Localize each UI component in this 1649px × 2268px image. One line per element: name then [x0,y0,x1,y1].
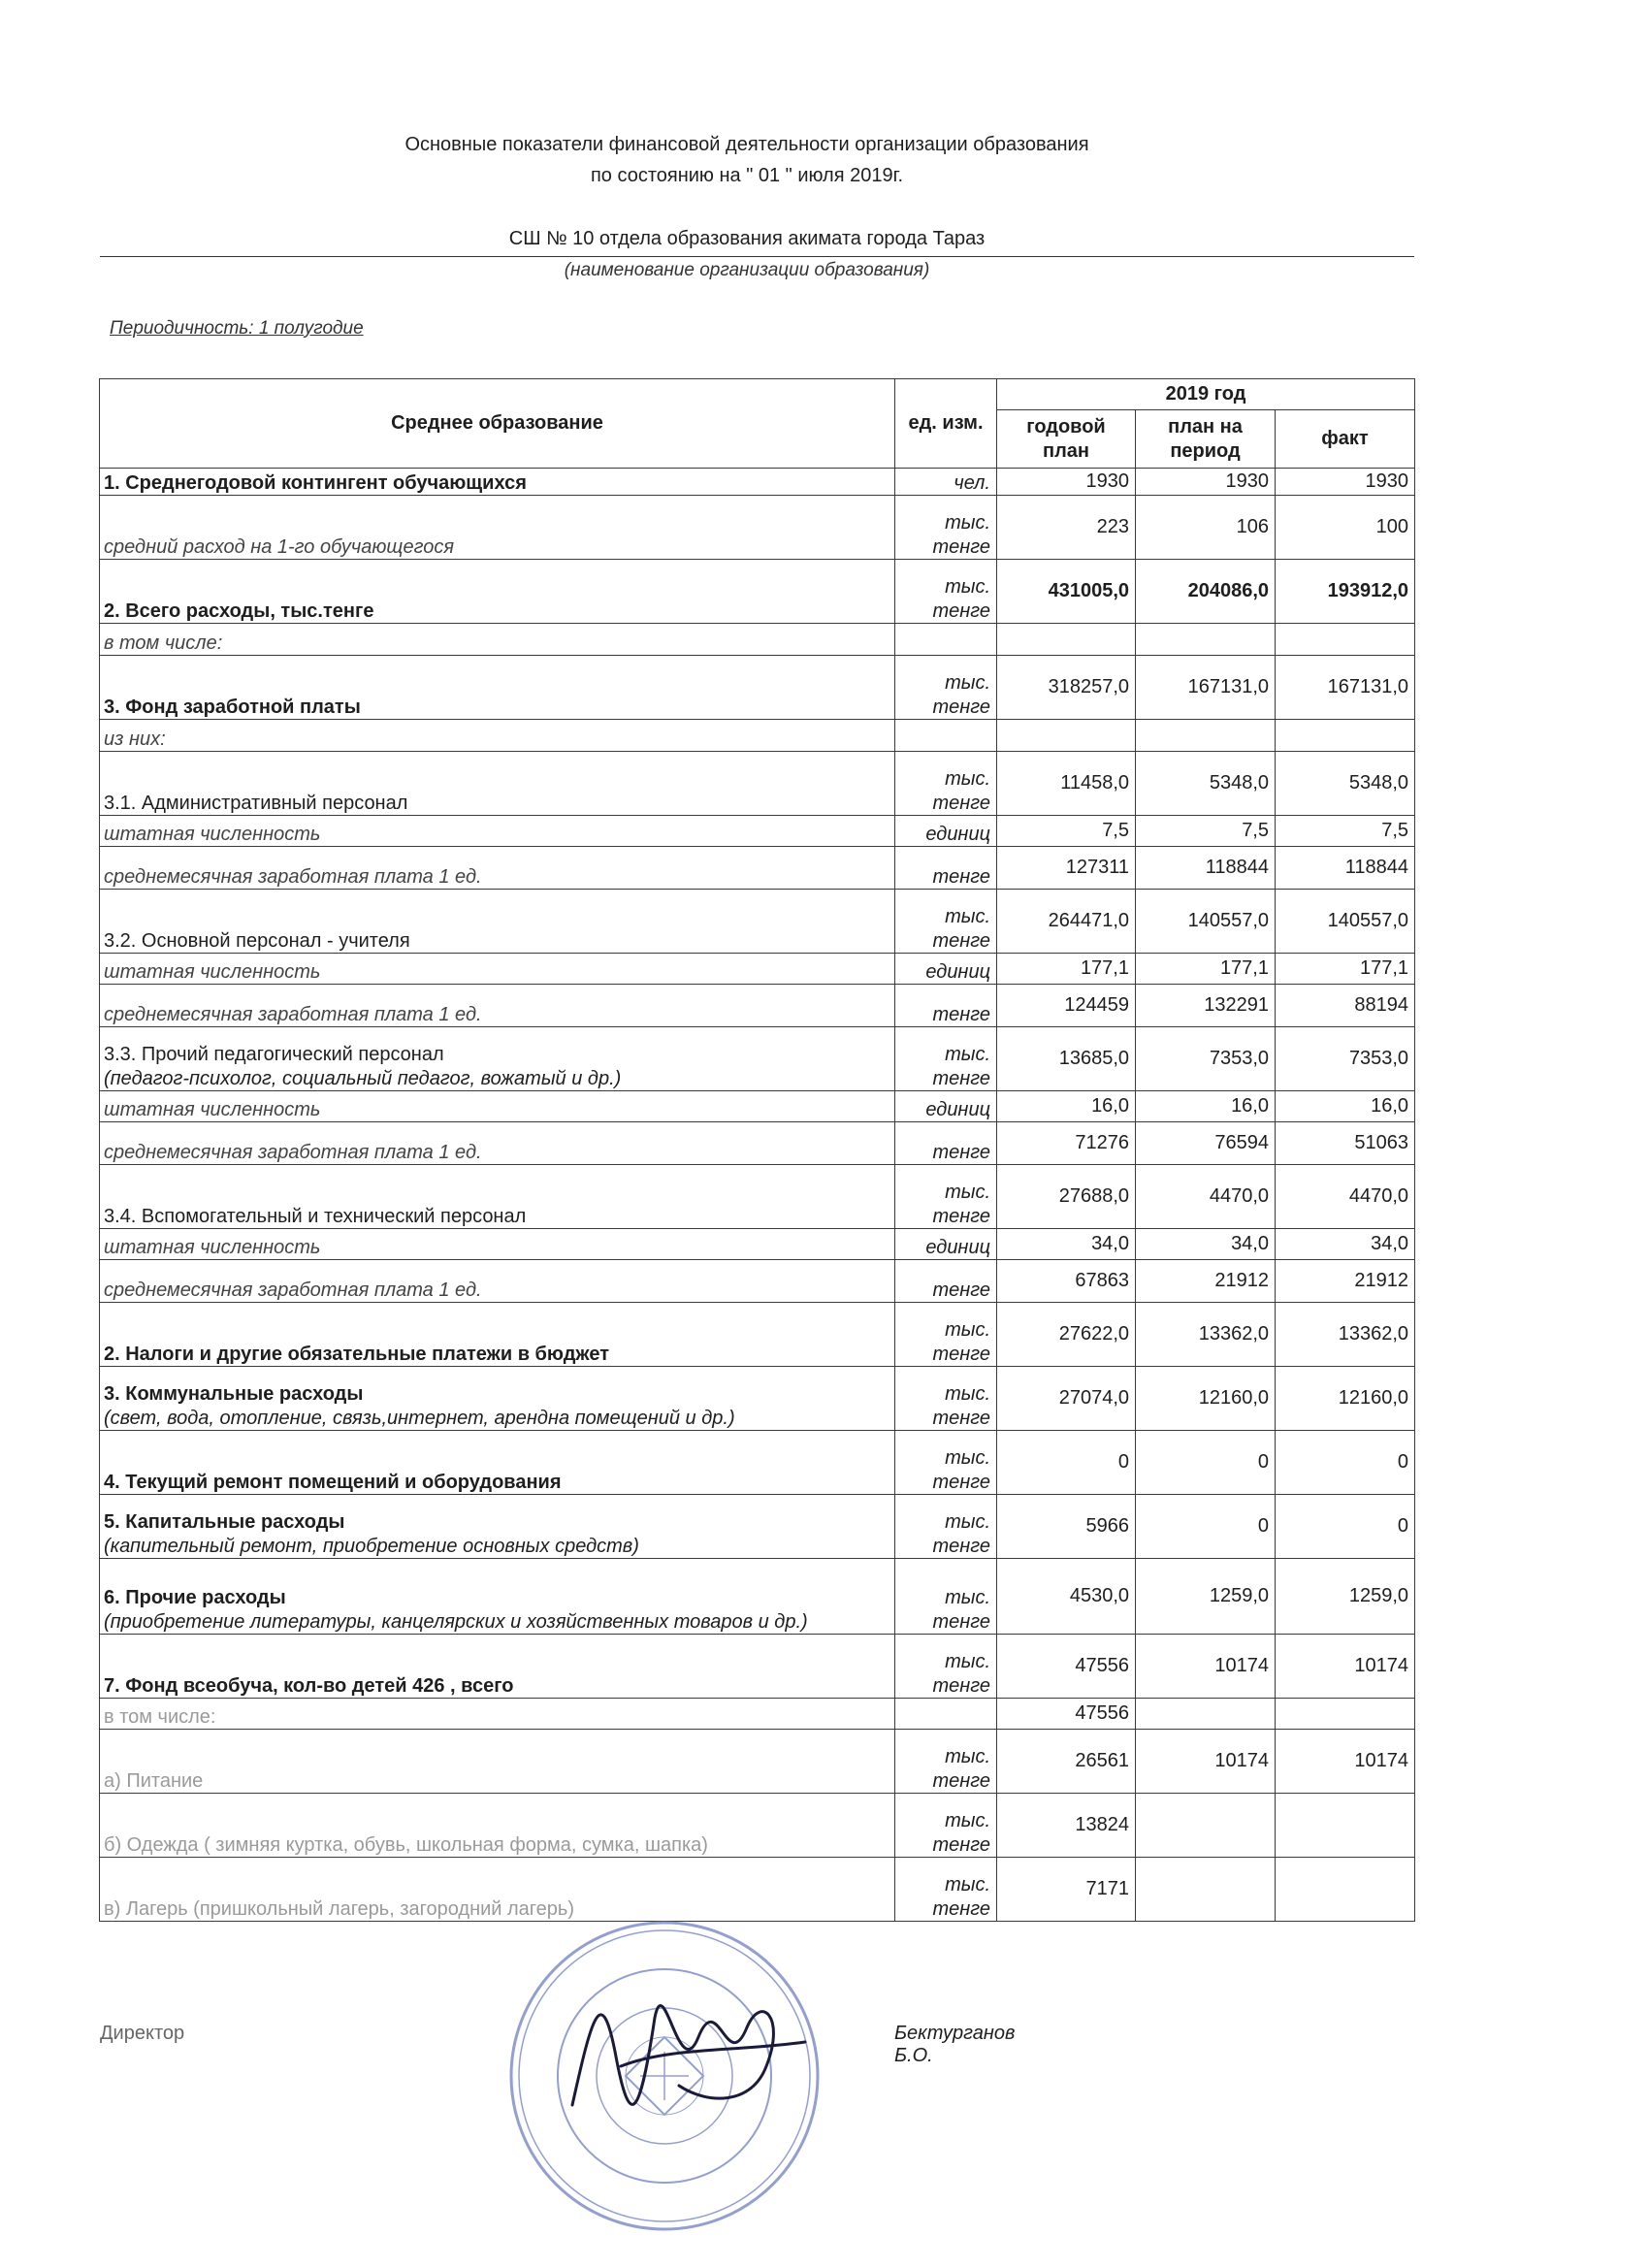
row-unit: тыс. тенге [895,1165,997,1229]
row-label [100,1165,895,1229]
row-label [100,1495,895,1559]
row-unit [895,1699,997,1730]
title-line-2: по состоянию на " 01 " июля 2019г. [590,165,904,186]
table-row [100,1495,1415,1559]
cell-fact [1276,1699,1415,1730]
cell-annual: 13685,0 [997,1027,1136,1091]
row-label [100,469,895,496]
row-label [100,1858,895,1922]
cell-annual: 223 [997,496,1136,560]
cell-fact: 140557,0 [1276,890,1415,954]
cell-fact: 34,0 [1276,1229,1415,1260]
row-label-text: штатная численность [104,823,321,845]
cell-period [1136,1794,1276,1858]
cell-period: 4470,0 [1136,1165,1276,1229]
row-label-text: 2. Налоги и другие обязательные платежи в бюджет [104,1343,609,1365]
row-unit [895,720,997,752]
row-label-text: средний расход на 1-го обучающегося [104,535,455,558]
row-label [100,1699,895,1730]
header-period-plan: план на период [1136,410,1276,469]
cell-period: 34,0 [1136,1229,1276,1260]
cell-period: 106 [1136,496,1276,560]
row-label-note: (педагог-психолог, социальный педагог, вожатый и др.) [104,1067,622,1089]
cell-fact: 10174 [1276,1635,1415,1699]
cell-fact: 10174 [1276,1730,1415,1794]
organization-name: СШ № 10 отдела образования акимата города Тараз [508,228,986,249]
row-label [100,816,895,847]
header-unit: ед. изм. [895,379,997,469]
cell-period: 10174 [1136,1730,1276,1794]
row-unit: тыс. тенге [895,1730,997,1794]
row-label-text: штатная численность [104,1236,321,1258]
row-label-text: среднемесячная заработная плата 1 ед. [104,1141,482,1163]
cell-period [1136,720,1276,752]
row-label [100,1730,895,1794]
row-unit: тыс. тенге [895,752,997,816]
cell-period: 21912 [1136,1260,1276,1303]
table-row [100,560,1415,624]
cell-fact [1276,1858,1415,1922]
cell-period: 7,5 [1136,816,1276,847]
row-label-text: 3.4. Вспомогательный и технический персонал [104,1205,527,1227]
row-label-text: б) Одежда ( зимняя куртка, обувь, школьная форма, сумка, шапка) [104,1833,708,1856]
table-row [100,1431,1415,1495]
cell-annual: 127311 [997,847,1136,890]
cell-annual: 5966 [997,1495,1136,1559]
row-label-text: 5. Капитальные расходы [104,1511,345,1534]
cell-annual: 13824 [997,1794,1136,1858]
cell-annual: 431005,0 [997,560,1136,624]
cell-annual: 7,5 [997,816,1136,847]
row-unit: единиц [895,1229,997,1260]
row-label-text: штатная численность [104,960,321,983]
cell-period: 16,0 [1136,1091,1276,1122]
cell-annual: 34,0 [997,1229,1136,1260]
cell-annual: 27622,0 [997,1303,1136,1367]
cell-period [1136,1699,1276,1730]
row-label [100,1431,895,1495]
cell-fact [1276,624,1415,656]
cell-period: 7353,0 [1136,1027,1276,1091]
table-row [100,496,1415,560]
cell-fact: 0 [1276,1431,1415,1495]
cell-fact: 1930 [1276,469,1415,496]
table-row [100,1229,1415,1260]
cell-fact: 21912 [1276,1260,1415,1303]
row-label [100,720,895,752]
row-unit: тыс. тенге [895,1367,997,1431]
row-label-text: 3.1. Административный персонал [104,792,408,814]
row-label [100,1635,895,1699]
cell-period: 204086,0 [1136,560,1276,624]
row-unit: тыс. тенге [895,656,997,720]
row-label-text: из них: [104,728,166,750]
periodicity: Периодичность: 1 полугодие [110,318,364,339]
row-label-note: (свет, вода, отопление, связь,интернет, арендна помещений и др.) [104,1407,735,1429]
row-label-note: (приобретение литературы, канцелярских и хозяйственных товаров и др.) [104,1610,808,1633]
row-label [100,1794,895,1858]
row-label-text: в том числе: [104,632,223,654]
cell-period: 1930 [1136,469,1276,496]
row-unit: тыс. тенге [895,1858,997,1922]
cell-fact [1276,720,1415,752]
cell-annual: 1930 [997,469,1136,496]
row-label [100,656,895,720]
organization-underline [100,256,1414,257]
table-row [100,1165,1415,1229]
cell-annual: 67863 [997,1260,1136,1303]
row-unit: тыс. тенге [895,1635,997,1699]
row-unit: тыс. тенге [895,1794,997,1858]
row-label-text: 4. Текущий ремонт помещений и оборудования [104,1471,562,1493]
row-label-text: в) Лагерь (пришкольный лагерь, загородний лагерь) [104,1897,574,1920]
director-label: Директор [100,2023,185,2044]
row-unit: тыс. тенге [895,1027,997,1091]
row-unit: тыс. тенге [895,1495,997,1559]
row-label [100,1303,895,1367]
cell-period: 167131,0 [1136,656,1276,720]
cell-fact: 4470,0 [1276,1165,1415,1229]
table-row [100,1559,1415,1635]
header-section: Среднее образование [100,379,895,469]
table-row [100,1858,1415,1922]
director-signature [563,1960,815,2124]
row-unit: единиц [895,1091,997,1122]
table-row [100,1091,1415,1122]
cell-period: 140557,0 [1136,890,1276,954]
row-label [100,847,895,890]
cell-fact [1276,1794,1415,1858]
row-unit: чел. [895,469,997,496]
row-label [100,1367,895,1431]
table-row [100,1303,1415,1367]
cell-period: 5348,0 [1136,752,1276,816]
row-label [100,1091,895,1122]
cell-annual: 264471,0 [997,890,1136,954]
table-row [100,985,1415,1027]
cell-annual [997,720,1136,752]
header-fact: факт [1276,410,1415,469]
table-row [100,720,1415,752]
cell-period: 0 [1136,1495,1276,1559]
cell-period: 0 [1136,1431,1276,1495]
table-body [100,469,1415,1922]
cell-annual: 0 [997,1431,1136,1495]
cell-period: 12160,0 [1136,1367,1276,1431]
table-row [100,1699,1415,1730]
cell-annual: 71276 [997,1122,1136,1165]
table-row [100,1122,1415,1165]
row-label [100,1260,895,1303]
row-label-text: среднемесячная заработная плата 1 ед. [104,865,482,888]
row-label [100,1122,895,1165]
row-label [100,985,895,1027]
table-row [100,816,1415,847]
table-row [100,1027,1415,1091]
table-row [100,656,1415,720]
table-row [100,1635,1415,1699]
cell-annual: 318257,0 [997,656,1136,720]
row-label [100,1559,895,1635]
table-row [100,469,1415,496]
cell-annual [997,624,1136,656]
cell-annual: 47556 [997,1635,1136,1699]
table-row [100,890,1415,954]
cell-period [1136,1858,1276,1922]
cell-annual: 177,1 [997,954,1136,985]
row-label [100,560,895,624]
row-label-text: среднемесячная заработная плата 1 ед. [104,1003,482,1025]
row-label-text: штатная численность [104,1098,321,1120]
row-label-text: 7. Фонд всеобуча, кол-во детей 426 , всего [104,1674,514,1697]
row-label [100,1027,895,1091]
cell-period: 1259,0 [1136,1559,1276,1635]
cell-fact: 51063 [1276,1122,1415,1165]
row-label-text: 1. Среднегодовой контингент обучающихся [104,471,527,494]
financial-indicators-table [99,378,1415,1922]
table-row [100,954,1415,985]
cell-fact: 7,5 [1276,816,1415,847]
row-label-text: 3.3. Прочий педагогический персонал [104,1044,444,1066]
cell-fact: 5348,0 [1276,752,1415,816]
row-unit: тенге [895,1122,997,1165]
row-label [100,954,895,985]
cell-period: 118844 [1136,847,1276,890]
row-unit: тыс. тенге [895,1303,997,1367]
cell-annual: 7171 [997,1858,1136,1922]
cell-fact: 13362,0 [1276,1303,1415,1367]
row-unit: тыс. тенге [895,560,997,624]
row-label [100,624,895,656]
row-unit: тенге [895,1260,997,1303]
cell-fact: 0 [1276,1495,1415,1559]
table-row [100,1730,1415,1794]
row-label-text: среднемесячная заработная плата 1 ед. [104,1279,482,1301]
row-unit: тыс. тенге [895,1431,997,1495]
cell-fact: 193912,0 [1276,560,1415,624]
cell-fact: 177,1 [1276,954,1415,985]
title-line-1: Основные показатели финансовой деятельности организации образования [404,134,1089,155]
row-unit: тенге [895,847,997,890]
row-unit: единиц [895,816,997,847]
cell-fact: 118844 [1276,847,1415,890]
row-label-note: (капительный ремонт, приобретение основных средств) [104,1535,639,1557]
row-label [100,496,895,560]
row-unit: тенге [895,985,997,1027]
cell-fact: 16,0 [1276,1091,1415,1122]
row-label-text: 6. Прочие расходы [104,1587,286,1609]
row-label [100,752,895,816]
table-row [100,1794,1415,1858]
cell-period: 76594 [1136,1122,1276,1165]
cell-period: 13362,0 [1136,1303,1276,1367]
table-row [100,1260,1415,1303]
director-name: Бектурганов Б.О. [894,2023,1016,2066]
header-annual-plan: годовой план [997,410,1136,469]
cell-annual: 47556 [997,1699,1136,1730]
cell-annual: 11458,0 [997,752,1136,816]
table-row [100,752,1415,816]
row-label [100,1229,895,1260]
cell-period: 132291 [1136,985,1276,1027]
cell-annual: 27688,0 [997,1165,1136,1229]
cell-fact: 167131,0 [1276,656,1415,720]
cell-fact: 88194 [1276,985,1415,1027]
header-year: 2019 год [997,379,1415,410]
row-unit: единиц [895,954,997,985]
cell-period: 10174 [1136,1635,1276,1699]
cell-annual: 124459 [997,985,1136,1027]
cell-annual: 27074,0 [997,1367,1136,1431]
row-unit [895,624,997,656]
cell-period: 177,1 [1136,954,1276,985]
row-unit: тыс. тенге [895,1559,997,1635]
row-label-text: 3.2. Основной персонал - учителя [104,929,410,952]
cell-annual: 16,0 [997,1091,1136,1122]
table-row [100,624,1415,656]
cell-fact: 1259,0 [1276,1559,1415,1635]
cell-fact: 12160,0 [1276,1367,1415,1431]
row-unit: тыс. тенге [895,890,997,954]
row-label-text: а) Питание [104,1769,204,1792]
row-label-text: в том числе: [104,1705,216,1728]
cell-annual: 26561 [997,1730,1136,1794]
cell-annual: 4530,0 [997,1559,1136,1635]
row-unit: тыс. тенге [895,496,997,560]
row-label [100,890,895,954]
cell-fact: 100 [1276,496,1415,560]
cell-period [1136,624,1276,656]
row-label-text: 2. Всего расходы, тыс.тенге [104,599,374,622]
organization-caption: (наименование организации образования) [564,260,930,280]
row-label-text: 3. Коммунальные расходы [104,1383,364,1406]
row-label-text: 3. Фонд заработной платы [104,696,361,718]
cell-fact: 7353,0 [1276,1027,1415,1091]
table-row [100,847,1415,890]
table-row [100,1367,1415,1431]
